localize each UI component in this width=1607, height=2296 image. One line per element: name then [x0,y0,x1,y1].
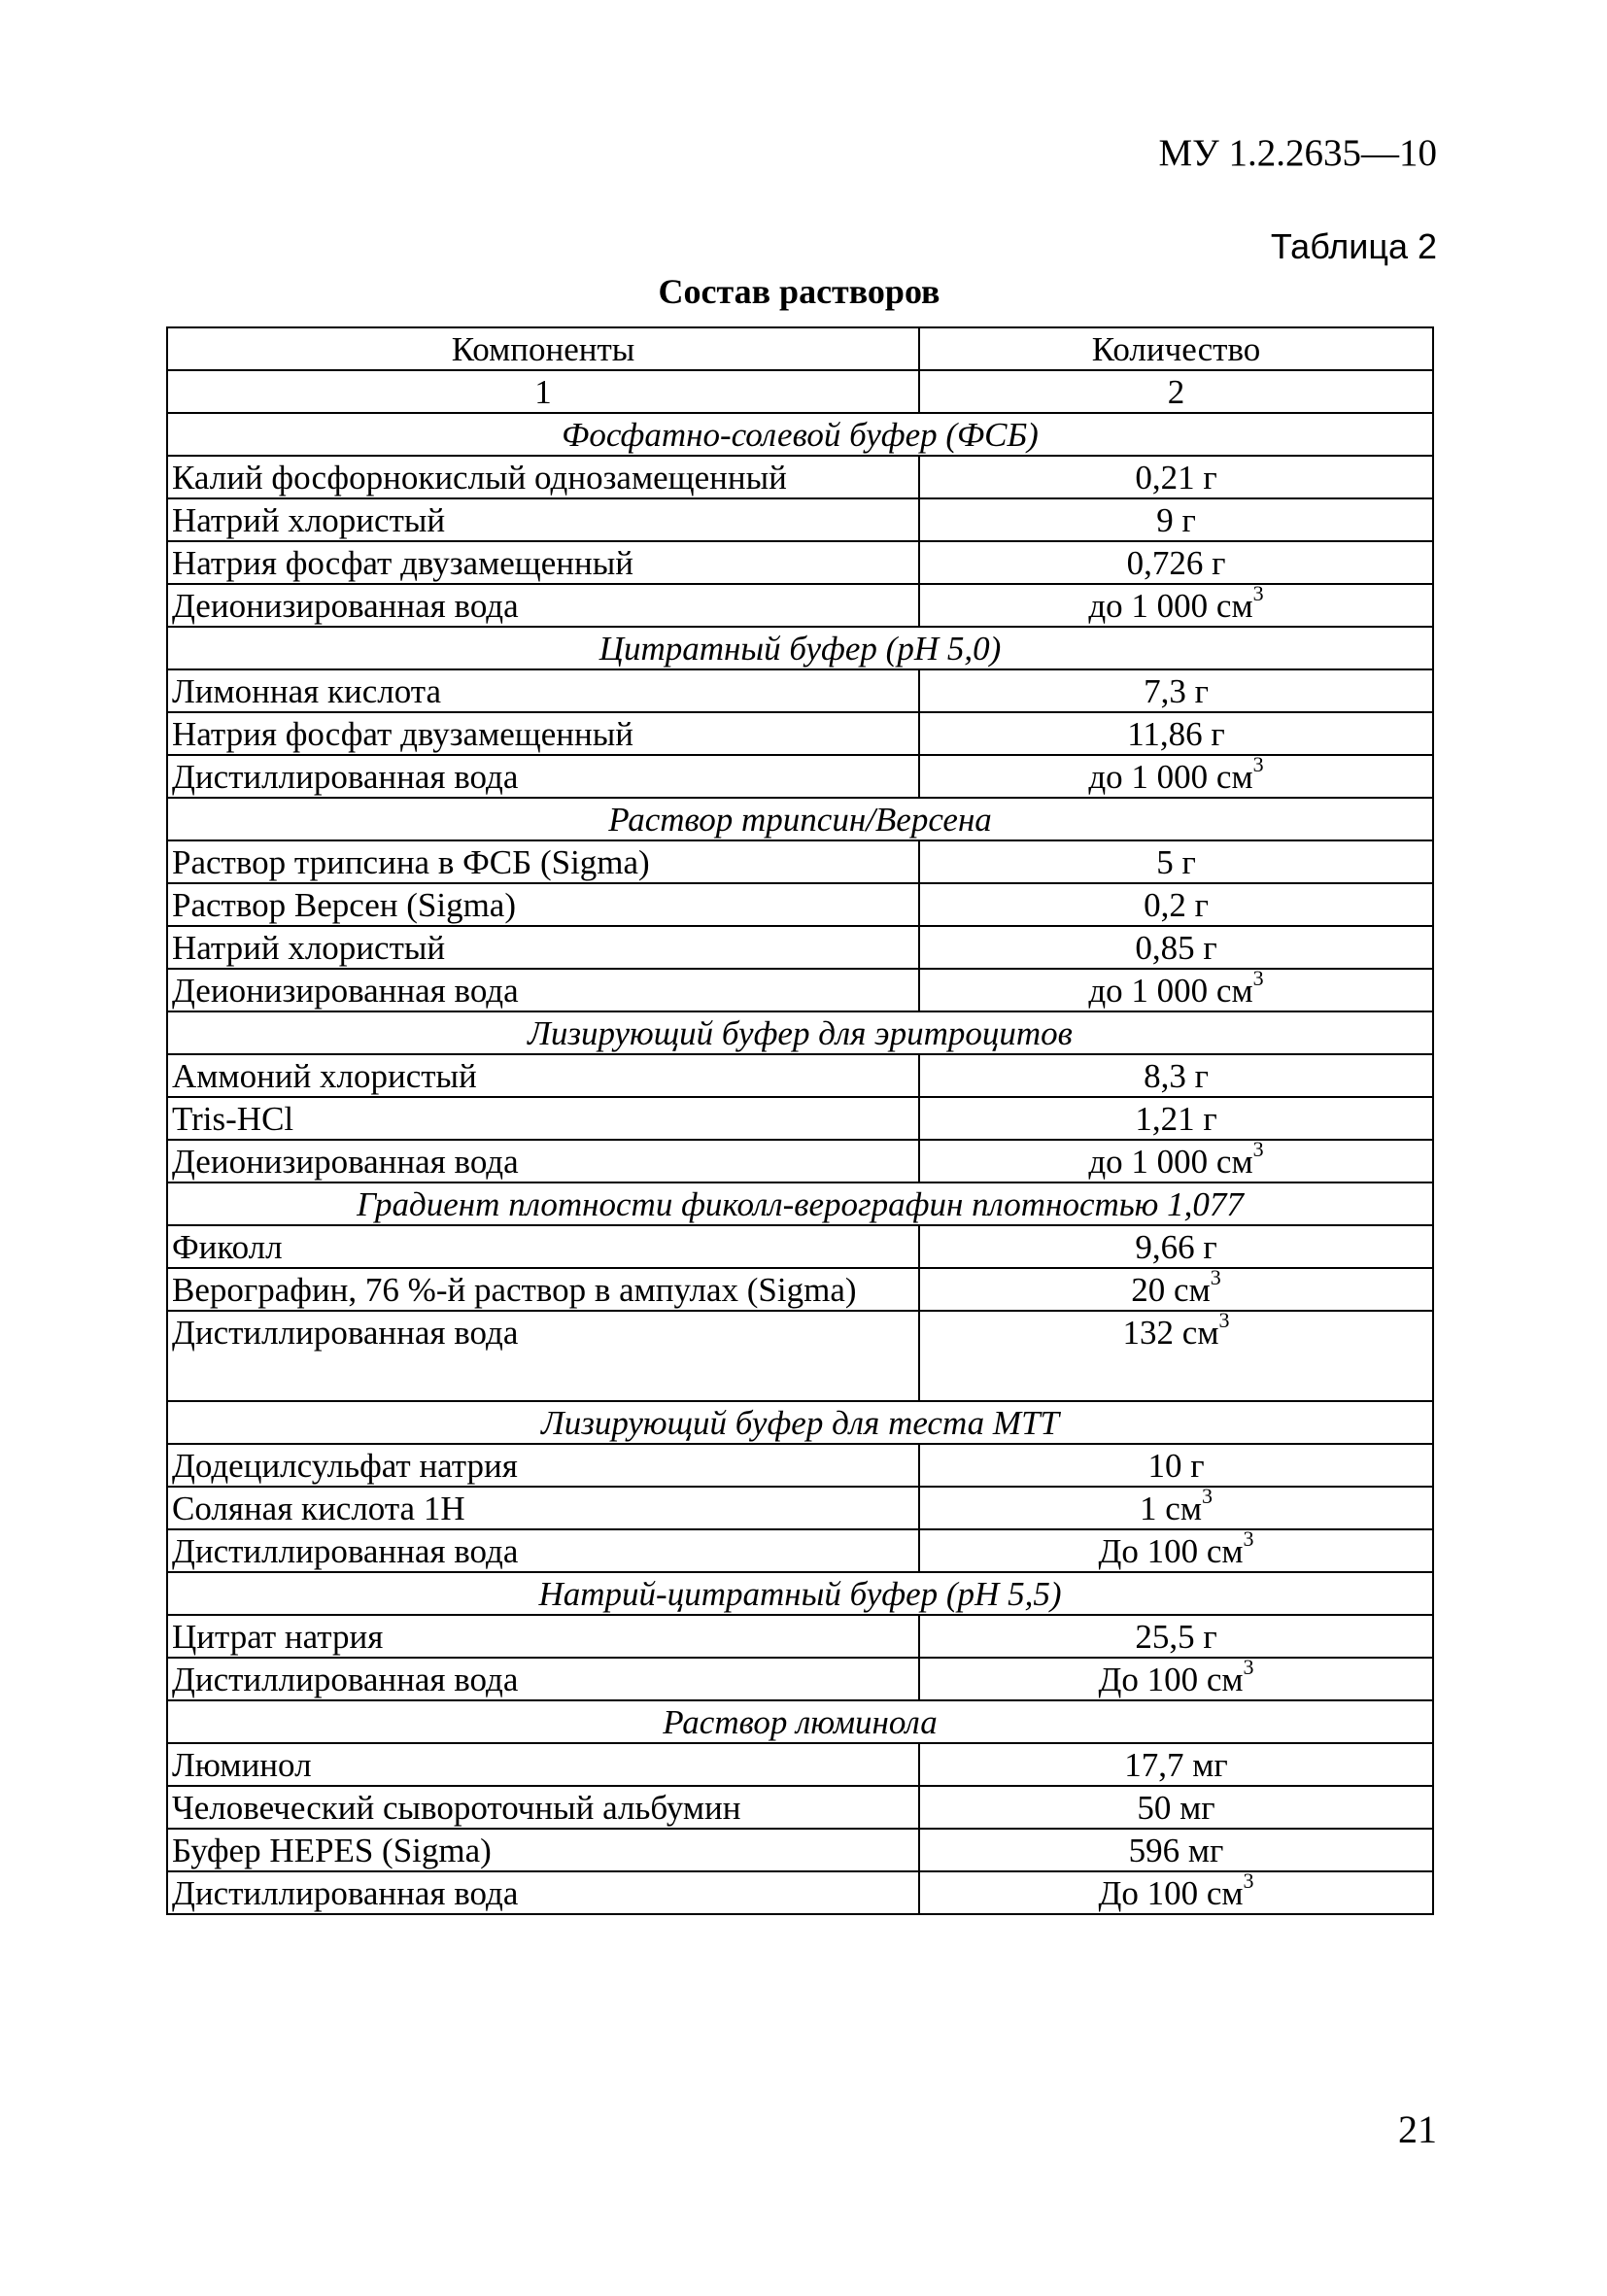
component-cell: Натрия фосфат двузамещенный [167,712,919,755]
amount-value: 10 г [1147,1446,1205,1485]
section-header-row [167,1572,1433,1615]
component-cell: Аммоний хлористый [167,1054,919,1097]
component-cell: Натрий хлористый [167,926,919,969]
table-body [167,327,1433,1914]
component-cell: Деионизированная вода [167,1140,919,1182]
amount-cell [919,1615,1433,1658]
component-cell: Фиколл [167,1225,919,1268]
table-row [167,1268,1433,1311]
amount-cell [919,1829,1433,1871]
amount-value: до 1 000 см [1088,586,1253,625]
amount-cell [919,1097,1433,1140]
table-title: Состав растворов [658,272,940,311]
section-header-row [167,413,1433,456]
table-row [167,498,1433,541]
table-row [167,1487,1433,1529]
column-header-components: Компоненты [167,327,919,370]
amount-value: 9,66 г [1135,1227,1217,1266]
amount-value: 25,5 г [1135,1617,1217,1656]
amount-cell [919,1871,1433,1914]
component-cell: Калий фосфорнокислый однозамещенный [167,456,919,498]
amount-value: 50 мг [1137,1788,1215,1827]
amount-value: до 1 000 см [1088,1142,1253,1181]
table-row [167,1786,1433,1829]
amount-cell [919,1225,1433,1268]
page-number: 21 [1398,2108,1437,2151]
amount-value: До 100 см [1098,1873,1244,1912]
table-row [167,1097,1433,1140]
component-cell: Человеческий сывороточный альбумин [167,1786,919,1829]
unit-exponent: 3 [1243,1871,1254,1893]
section-title: Раствор люминола [167,1700,1433,1743]
table-row [167,669,1433,712]
document-code: МУ 1.2.2635—10 [1158,132,1437,174]
amount-cell [919,669,1433,712]
table-row [167,969,1433,1011]
amount-value: 20 см [1131,1270,1211,1309]
table-row [167,840,1433,883]
table-row [167,1311,1433,1401]
amount-value: 17,7 мг [1124,1745,1228,1784]
table-row [167,1140,1433,1182]
section-title: Цитратный буфер (рН 5,0) [167,627,1433,669]
component-cell: Tris-HCl [167,1097,919,1140]
amount-cell [919,584,1433,627]
unit-exponent: 3 [1218,1311,1230,1333]
component-cell: Натрий хлористый [167,498,919,541]
table-row [167,1225,1433,1268]
amount-value: До 100 см [1098,1531,1244,1570]
section-title: Лизирующий буфер для теста МТТ [167,1401,1433,1444]
component-cell: Дистиллированная вода [167,1311,919,1401]
component-cell: Люминол [167,1743,919,1786]
component-cell: Дистиллированная вода [167,1529,919,1572]
table-number: Таблица 2 [1270,226,1437,266]
amount-cell [919,498,1433,541]
amount-value: 0,85 г [1135,928,1217,967]
amount-cell [919,456,1433,498]
section-header-row [167,1011,1433,1054]
amount-cell [919,1268,1433,1311]
section-title: Лизирующий буфер для эритроцитов [167,1011,1433,1054]
section-header-row [167,798,1433,840]
amount-value: 1 см [1140,1489,1202,1527]
section-header-row [167,1700,1433,1743]
section-header-row [167,1182,1433,1225]
table-row [167,712,1433,755]
table-row [167,755,1433,798]
amount-cell [919,541,1433,584]
amount-cell [919,926,1433,969]
component-cell: Дистиллированная вода [167,1871,919,1914]
amount-value: 0,21 г [1135,458,1217,497]
component-cell: Соляная кислота 1Н [167,1487,919,1529]
amount-value: 8,3 г [1144,1056,1209,1095]
amount-value: 1,21 г [1135,1099,1217,1138]
component-cell: Деионизированная вода [167,969,919,1011]
table-row [167,456,1433,498]
column-number-2: 2 [919,370,1433,413]
amount-value: 0,2 г [1144,885,1209,924]
component-cell: Додецилсульфат натрия [167,1444,919,1487]
amount-value: 7,3 г [1144,671,1209,710]
component-cell: Лимонная кислота [167,669,919,712]
table-row [167,1743,1433,1786]
amount-cell [919,883,1433,926]
table-row [167,1054,1433,1097]
table-row [167,1658,1433,1700]
amount-value: 596 мг [1128,1831,1224,1869]
table-row [167,1829,1433,1871]
section-title: Фосфатно-солевой буфер (ФСБ) [167,413,1433,456]
table-row [167,883,1433,926]
column-number-row [167,370,1433,413]
component-cell: Деионизированная вода [167,584,919,627]
amount-value: 5 г [1156,842,1196,881]
component-cell: Буфер HEPES (Sigma) [167,1829,919,1871]
amount-value: 11,86 г [1127,714,1225,753]
amount-cell [919,840,1433,883]
component-cell: Раствор трипсина в ФСБ (Sigma) [167,840,919,883]
table-row [167,541,1433,584]
amount-cell [919,1658,1433,1700]
table-row [167,1615,1433,1658]
amount-cell [919,1487,1433,1529]
amount-value: до 1 000 см [1088,971,1253,1010]
component-cell: Верографин, 76 %-й раствор в ампулах (Sigma) [167,1268,919,1311]
amount-value: до 1 000 см [1088,757,1253,796]
unit-exponent: 3 [1210,1268,1221,1289]
unit-exponent: 3 [1243,1529,1254,1551]
amount-cell [919,1140,1433,1182]
table-row [167,584,1433,627]
amount-cell [919,712,1433,755]
section-title: Натрий-цитратный буфер (рН 5,5) [167,1572,1433,1615]
column-number-1: 1 [167,370,919,413]
amount-cell [919,969,1433,1011]
amount-value: 9 г [1156,500,1196,539]
column-header-row [167,327,1433,370]
component-cell: Раствор Версен (Sigma) [167,883,919,926]
component-cell: Натрия фосфат двузамещенный [167,541,919,584]
unit-exponent: 3 [1252,584,1264,605]
unit-exponent: 3 [1201,1487,1213,1508]
component-cell: Дистиллированная вода [167,755,919,798]
amount-cell [919,1786,1433,1829]
section-header-row [167,627,1433,669]
component-cell: Дистиллированная вода [167,1658,919,1700]
unit-exponent: 3 [1252,755,1264,776]
unit-exponent: 3 [1252,969,1264,990]
table-row [167,1444,1433,1487]
section-header-row [167,1401,1433,1444]
unit-exponent: 3 [1252,1140,1264,1161]
amount-cell [919,1529,1433,1572]
amount-cell [919,1743,1433,1786]
amount-value: 132 см [1122,1314,1219,1352]
amount-cell [919,755,1433,798]
unit-exponent: 3 [1243,1658,1254,1679]
table-row [167,926,1433,969]
column-header-quantity: Количество [919,327,1433,370]
table-row [167,1871,1433,1914]
amount-value: 0,726 г [1126,543,1226,582]
amount-cell [919,1311,1433,1401]
table-row [167,1529,1433,1572]
amount-value: До 100 см [1098,1660,1244,1698]
component-cell: Цитрат натрия [167,1615,919,1658]
amount-cell [919,1444,1433,1487]
amount-cell [919,1054,1433,1097]
section-title: Раствор трипсин/Версена [167,798,1433,840]
composition-table [166,326,1434,1915]
section-title: Градиент плотности фиколл-верографин плотностью 1,077 [167,1182,1433,1225]
